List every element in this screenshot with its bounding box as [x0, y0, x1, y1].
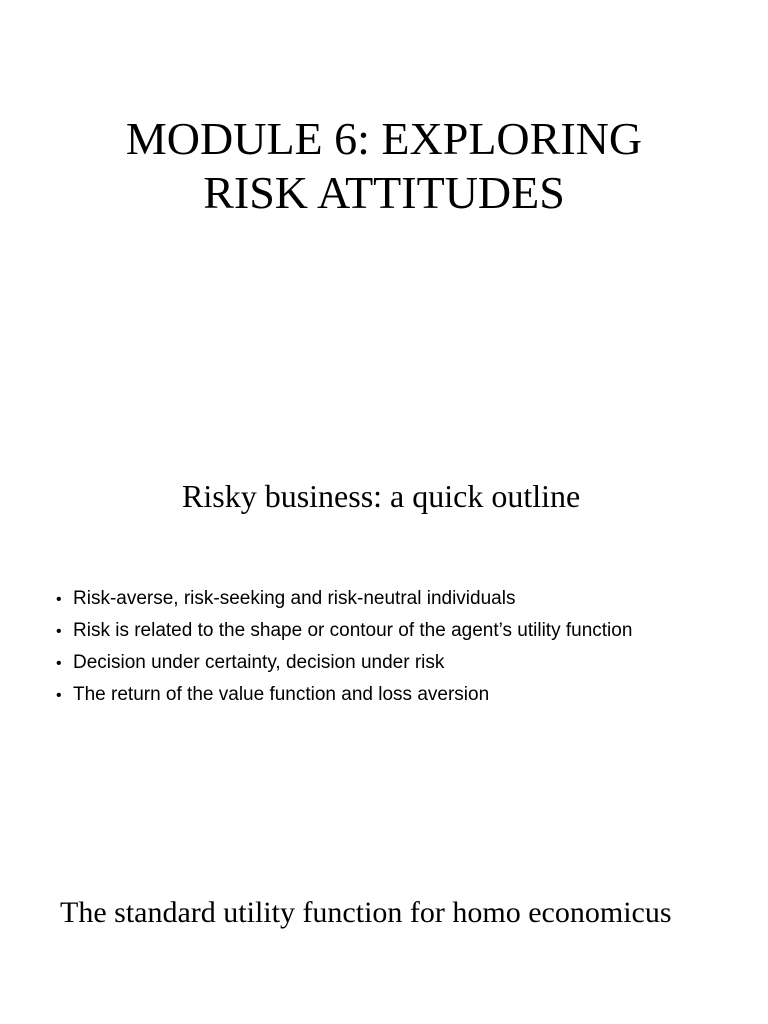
- bullet-dot-icon: •: [56, 591, 62, 608]
- outline-bullet-text: The return of the value function and loss aversion: [73, 684, 490, 705]
- module-title: [0, 112, 768, 220]
- outline-bullet-item: [56, 680, 632, 712]
- module-title-line-2: RISK ATTITUDES: [203, 167, 565, 218]
- outline-bullet-item: [56, 616, 632, 648]
- outline-bullet-item: [56, 584, 632, 616]
- bullet-dot-icon: •: [56, 655, 62, 672]
- utility-function-heading: The standard utility function for homo economicus: [60, 896, 672, 929]
- bullet-dot-icon: •: [56, 623, 62, 640]
- module-title-line-1: MODULE 6: EXPLORING: [125, 113, 643, 164]
- outline-bullet-text: Risk is related to the shape or contour of the agent’s utility function: [73, 620, 633, 641]
- outline-bullet-list: [56, 584, 632, 712]
- outline-bullet-text: Decision under certainty, decision under risk: [73, 652, 445, 673]
- outline-heading: Risky business: a quick outline: [182, 478, 581, 514]
- bullet-dot-icon: •: [56, 687, 62, 704]
- outline-bullet-text: Risk-averse, risk-seeking and risk-neutral individuals: [73, 588, 516, 609]
- outline-bullet-item: [56, 648, 632, 680]
